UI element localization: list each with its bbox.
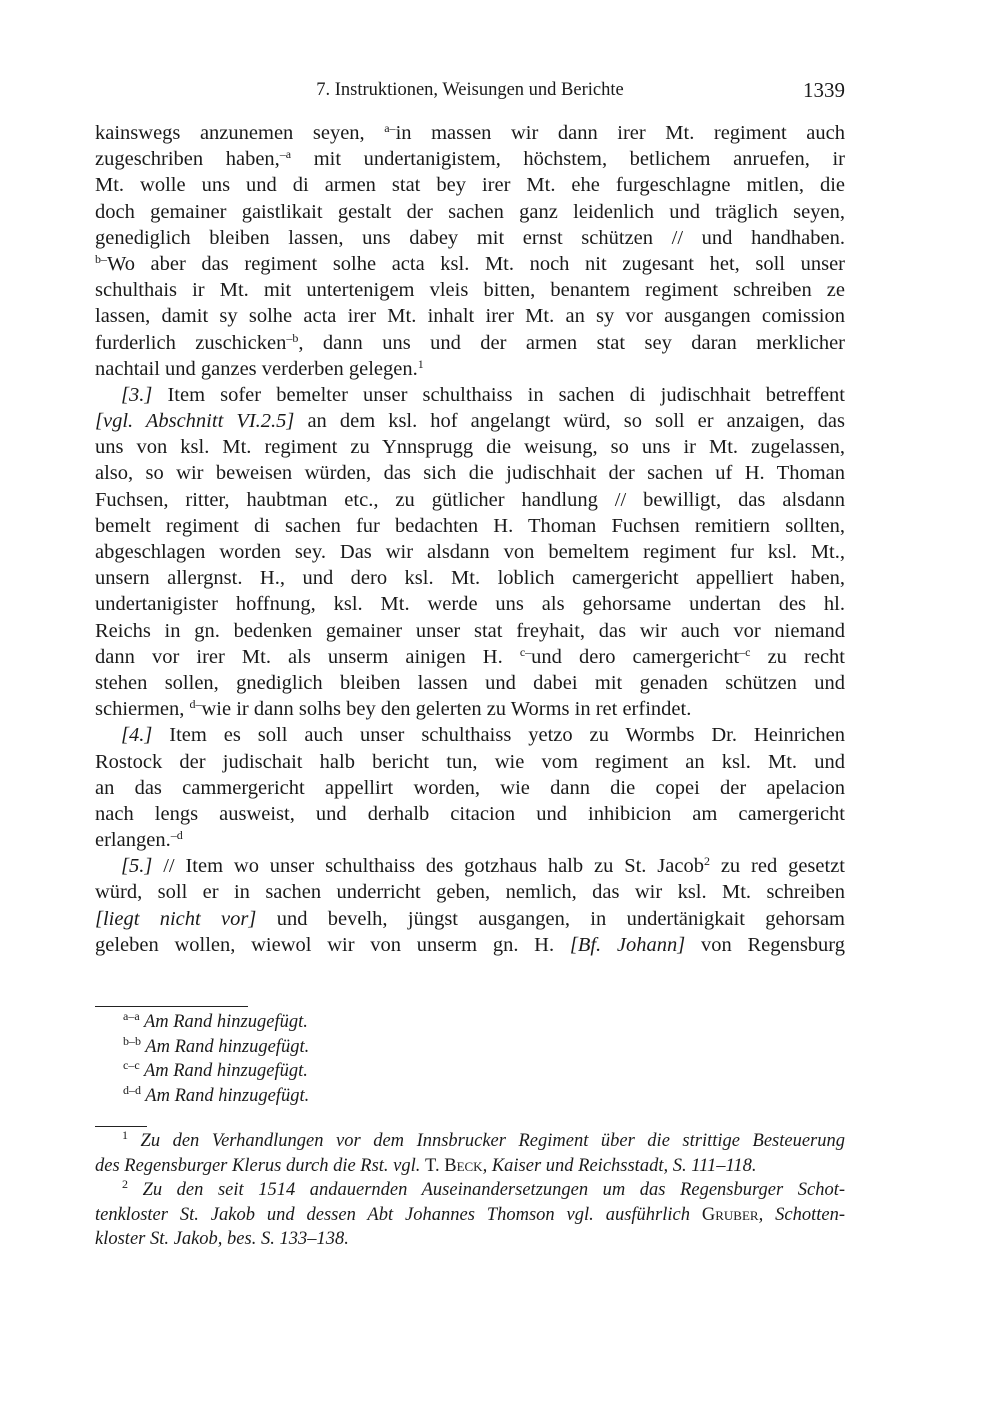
text-line (95, 225, 845, 251)
text-line (95, 408, 845, 434)
text-segment: zu recht (750, 645, 845, 668)
note-marker: c–c (123, 1058, 140, 1073)
text-line (95, 1227, 845, 1252)
text-line (95, 146, 845, 172)
notes-divider (95, 1006, 248, 1007)
text-line (95, 1129, 845, 1154)
text-segment: also, so wir beweisen würden, das sich die judischhait der sachen uf H. Thoman (95, 462, 845, 485)
text-line (95, 932, 845, 958)
textual-note (95, 1010, 845, 1035)
textual-notes (95, 1010, 845, 1108)
text-segment: kloster St. Jakob, bes. S. 133–138. (95, 1229, 349, 1250)
running-header-title: 7. Instruktionen, Weisungen und Berichte (316, 80, 624, 100)
text-segment: nachtail und ganzes verderben gelegen. (95, 357, 418, 380)
text-segment: doch gemainer gaistlikait gestalt der sachen ganz leidenlich und träglich seyen, (95, 200, 845, 223)
note-text: Am Rand hinzugefügt. (141, 1085, 310, 1106)
text-segment: T. (425, 1155, 445, 1176)
note-marker: –c (739, 644, 751, 659)
text-segment: zugeschriben haben, (95, 148, 280, 171)
text-line (95, 120, 845, 146)
text-segment: Beck (444, 1155, 483, 1176)
note-marker: 2 (703, 854, 710, 869)
text-segment: mit undertanigistem, höchstem, betlichem anruefen, ir (291, 148, 845, 171)
text-segment: und dero camergericht (531, 645, 740, 668)
text-segment: des Regensburger Klerus durch die Rst. vgl. (95, 1155, 426, 1176)
text-line (95, 696, 845, 722)
text-segment: uns von ksl. Mt. regiment zu Ynnsprugg die weisung, so uns ir Mt. zugelassen, (95, 436, 845, 459)
text-line (95, 251, 845, 277)
text-line (95, 775, 845, 801)
text-segment: schiermen, (95, 698, 190, 721)
note-marker: –a (279, 147, 292, 162)
text-segment: Item es soll auch unser schulthaiss yetzo zu Wormbs Dr. Heinrichen (152, 724, 845, 747)
text-line (95, 670, 845, 696)
text-segment: stehen sollen, gnediglich bleiben lassen und dabei mit genaden schützen und (95, 671, 845, 694)
text-segment: zu red gesetzt (709, 855, 845, 878)
note-marker: c– (519, 644, 532, 659)
note-marker: 1 (122, 1128, 128, 1142)
text-segment: genediglich bleiben lassen, uns dabey mit ernst schützen // und handhaben. (95, 226, 845, 249)
text-segment: wie ir dann solhs bey den gelerten zu Worms in ret erfindet. (201, 698, 692, 721)
text-line (95, 906, 845, 932)
text-line (95, 539, 845, 565)
text-line (95, 303, 845, 329)
text-segment: [4.] (121, 724, 153, 747)
text-line (95, 749, 845, 775)
text-line (95, 618, 845, 644)
text-segment: schulthais ir Mt. mit untertenigem vleis bitten, benantem regiment schreiben ze (95, 279, 845, 302)
text-segment: würd, soll er in sachen underricht geben, nemlich, das wir ksl. Mt. schreiben (95, 881, 845, 904)
note-marker: 1 (417, 356, 424, 371)
text-line (95, 879, 845, 905)
text-line (95, 853, 845, 879)
note-marker: a–a (123, 1009, 140, 1023)
page-number: 1339 (803, 78, 845, 102)
text-line (95, 591, 845, 617)
text-segment: , Schotten- (758, 1204, 845, 1225)
note-marker: b–b (123, 1033, 141, 1048)
footnotes-divider (95, 1126, 147, 1127)
note-marker: a– (384, 121, 396, 135)
text-segment: [vgl. Abschnitt VI.2.5] (95, 410, 295, 433)
text-segment: kainswegs anzunemen seyen, (95, 122, 385, 144)
text-line (95, 199, 845, 225)
footnotes (95, 1129, 845, 1252)
text-segment: Item sofer bemelter unser schulthaiss in sachen di judischhait betreffent (152, 383, 845, 406)
text-line (95, 487, 845, 513)
text-line (95, 382, 845, 408)
text-segment: // Item wo unser schulthaiss des gotzhaus halb zu St. Jacob (152, 855, 704, 878)
note-marker: d–d (123, 1082, 141, 1097)
text-segment: bemelt regiment di sachen fur bedachten H. Thoman Fuchsen remitiern sollten, (95, 514, 845, 537)
text-segment: , dann uns und der armen stat sey daran merklicher (298, 331, 846, 354)
text-segment: unsern allergnst. H., und dero ksl. Mt. loblich camergericht appelliert haben, (95, 567, 845, 590)
text-segment: und bevelh, jüngst ausgangen, in undertänigkait gehorsam (256, 907, 845, 930)
text-line (95, 356, 845, 382)
text-segment: an dem ksl. hof angelangt würd, so soll er anzaigen, das (294, 410, 846, 433)
text-line (95, 460, 845, 486)
text-segment: Reichs in gn. bedenken gemainer unser stat freyhait, das wir auch vor niemand (95, 619, 845, 642)
text-segment: dann vor irer Mt. als unserm ainigen H. (95, 645, 520, 668)
text-line (95, 1154, 845, 1179)
text-segment: Zu den seit 1514 andauernden Auseinandersetzungen um das Regensburger Schot- (128, 1180, 845, 1201)
text-segment: lassen, damit sy solhe acta irer Mt. inhalt irer Mt. an sy vor ausgangen comission (95, 305, 845, 328)
text-segment: von Regensburg (685, 933, 845, 956)
text-segment: abgeschlagen worden sey. Das wir alsdann von bemeltem regiment fur ksl. Mt., (95, 541, 845, 563)
text-line (95, 1203, 845, 1228)
main-text (95, 120, 845, 958)
text-line (95, 644, 845, 670)
text-segment: Mt. wolle uns und di armen stat bey irer Mt. ehe furgeschlagne mitlen, die (95, 174, 845, 197)
textual-note (95, 1084, 845, 1109)
note-marker: d– (189, 697, 202, 712)
text-line (95, 827, 845, 853)
note-text: Am Rand hinzugefügt. (141, 1036, 310, 1057)
text-segment: an das cammergericht appellirt worden, wie dann die copei der apelacion (95, 776, 845, 799)
text-segment: , Kaiser und Reichsstadt, S. 111–118. (482, 1155, 757, 1176)
text-segment: furderlich zuschicken (95, 331, 287, 354)
text-segment: [Bf. Johann] (569, 933, 686, 956)
text-segment: [3.] (121, 383, 153, 406)
text-segment: Fuchsen, ritter, haubtman etc., zu gütlicher handlung // bewilligt, das alsdann (95, 488, 845, 511)
text-line (95, 172, 845, 198)
note-text: Am Rand hinzugefügt. (139, 1061, 308, 1082)
note-marker: b– (95, 251, 107, 266)
text-line (95, 277, 845, 303)
text-segment: tenkloster St. Jakob und dessen Abt Johannes Thomson vgl. ausführlich (95, 1204, 702, 1225)
text-line (95, 565, 845, 591)
textual-note (95, 1035, 845, 1060)
text-line (95, 434, 845, 460)
text-segment: erlangen. (95, 829, 171, 852)
text-segment: Rostock der judischait halb bericht tun, wie vom regiment an ksl. Mt. und (95, 750, 845, 773)
note-marker: 2 (122, 1177, 128, 1192)
text-line (95, 722, 845, 748)
note-marker: –d (170, 828, 183, 843)
text-line (95, 801, 845, 827)
text-segment: Gruber (701, 1204, 759, 1225)
text-line (95, 1178, 845, 1203)
text-segment: geleben wollen, wiewol wir von unserm gn. H. (95, 933, 570, 956)
note-text: Am Rand hinzugefügt. (139, 1012, 308, 1032)
note-marker: –b (286, 330, 299, 345)
text-segment: Zu den Verhandlungen vor dem Innsbrucker Regiment über die strittige Besteuerung (128, 1131, 845, 1151)
text-segment: Wo aber das regiment solhe acta ksl. Mt. noch nit zugesant het, soll unser (107, 252, 845, 275)
text-line (95, 513, 845, 539)
text-line (95, 330, 845, 356)
text-segment: [5.] (121, 855, 153, 878)
text-segment: undertanigister hoffnung, ksl. Mt. werde uns als gehorsame undertan des hl. (95, 593, 845, 616)
text-segment: nach lengs ausweist, und derhalb citacion und inhibicion am camergericht (95, 802, 845, 825)
text-segment: [liegt nicht vor] (95, 907, 257, 930)
text-segment: in massen wir dann irer Mt. regiment auch (395, 122, 846, 144)
textual-note (95, 1059, 845, 1084)
